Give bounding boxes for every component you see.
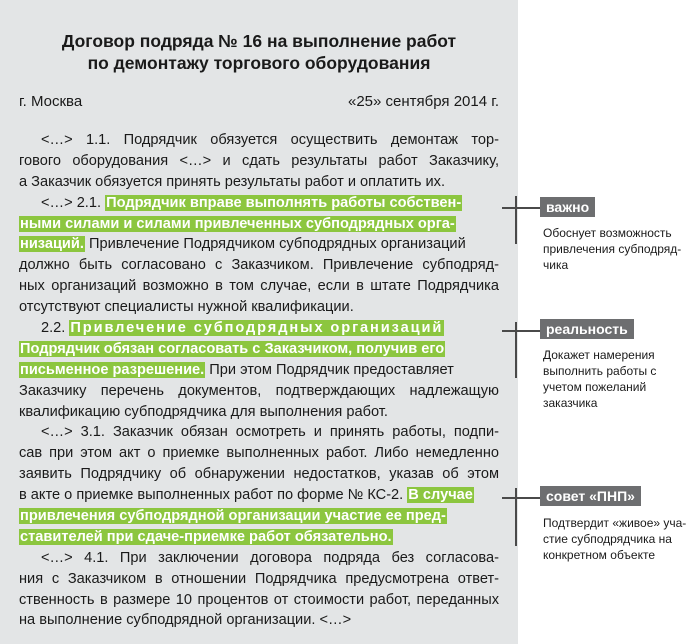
tag-important: важно [540, 197, 595, 217]
note-important: Обоснует возможность привлечения субподряд-чика [543, 226, 682, 272]
highlight-reality: Подрядчик обязан согласовать с Заказчиком, получив его [20, 340, 445, 357]
text-line: гового оборудования <…> и сдать результаты работ Заказчику, [19, 152, 499, 169]
clause-number: 2.2. [41, 320, 66, 337]
highlight-advice: В случае [408, 487, 473, 504]
text-line [19, 360, 499, 381]
note-reality: Докажет намерения выполнить работы с учетом пожеланий заказчика [543, 348, 657, 410]
highlight-important: низаций. [20, 236, 84, 253]
text-line: Заказчику перечень документов, подтверждающих надлежащую [19, 382, 499, 399]
text-line [19, 193, 499, 214]
connector-bracket-important [515, 196, 517, 244]
text-line [19, 318, 499, 339]
tag-advice: совет «ПНП» [540, 486, 641, 506]
connector-line-advice [502, 497, 540, 499]
text-fragment: в акте о приемке выполненных работ по форме № КС-2. [19, 487, 404, 504]
text-line: должно быть согласовано с Заказчиком. Привлечение субподряд- [19, 257, 499, 274]
clause-number: <…> 2.1. [41, 194, 102, 211]
text-fragment: При этом Подрядчик предоставляет [209, 361, 454, 378]
highlight-reality: Привлечение субподрядных организаций [70, 320, 444, 337]
text-line: заявить Подрядчику об обнаружении недостатков, указав об этом [19, 466, 499, 483]
text-line [19, 527, 499, 548]
text-line: ных организаций возможно в том случае, если в штате Подрядчика [19, 278, 499, 295]
connector-line-important [502, 207, 540, 209]
text-line [19, 339, 499, 360]
title-line-2: по демонтажу торгового оборудования [87, 53, 431, 73]
text-line: <…> 1.1. Подрядчик обязуется осуществить демонтаж тор- [41, 132, 499, 148]
title-line-1: Договор подряда № 16 на выполнение работ [61, 31, 457, 51]
contract-date: «25» сентября 2014 г. [348, 93, 500, 110]
tag-reality: реальность [540, 319, 634, 339]
highlight-reality: письменное разрешение. [20, 361, 205, 378]
note-advice: Подтвердит «живое» уча-стие субподрядчика на конкретном объекте [543, 516, 687, 562]
text-line: квалификацию субподрядчика для выполнения работ. [19, 403, 388, 420]
highlight-advice: привлечения субподрядной организации участие ее пред- [20, 508, 446, 525]
text-line: <…> 3.1. Заказчик обязан осмотреть и принять работы, подпи- [41, 424, 499, 441]
text-line [19, 234, 499, 255]
highlight-important: ными силами и силами привлеченных субподрядных орга- [20, 215, 455, 232]
text-line [19, 506, 499, 527]
text-fragment: Привлечение Подрядчиком субподрядных организаций [89, 236, 466, 253]
text-line: ственность в размере 10 процентов от стоимости работ, переданных [19, 591, 499, 608]
highlight-advice: ставителей при сдаче-приемке работ обязательно. [20, 528, 392, 545]
connector-line-reality [502, 330, 540, 332]
text-line: отсутствуют специалисты нужной квалификации. [19, 299, 354, 316]
text-line [19, 214, 499, 235]
contract-body [19, 130, 499, 631]
document-title [0, 30, 518, 74]
city: г. Москва [19, 93, 83, 110]
highlight-important: Подрядчик вправе выполнять работы собствен- [106, 194, 462, 211]
text-line: на выполнение субподрядной организации. <…> [19, 612, 352, 629]
text-line: <…> 4.1. При заключении договора подряда без согласова- [41, 549, 499, 566]
text-line: ния с Заказчиком в отношении Подрядчика предусмотрена ответ- [19, 570, 499, 587]
text-line: а Заказчик обязуется принять результаты работ и оплатить их. [19, 173, 446, 190]
text-line: сав при этом акт о приемке выполненных работ. Либо немедленно [19, 445, 499, 462]
text-line [19, 485, 499, 506]
